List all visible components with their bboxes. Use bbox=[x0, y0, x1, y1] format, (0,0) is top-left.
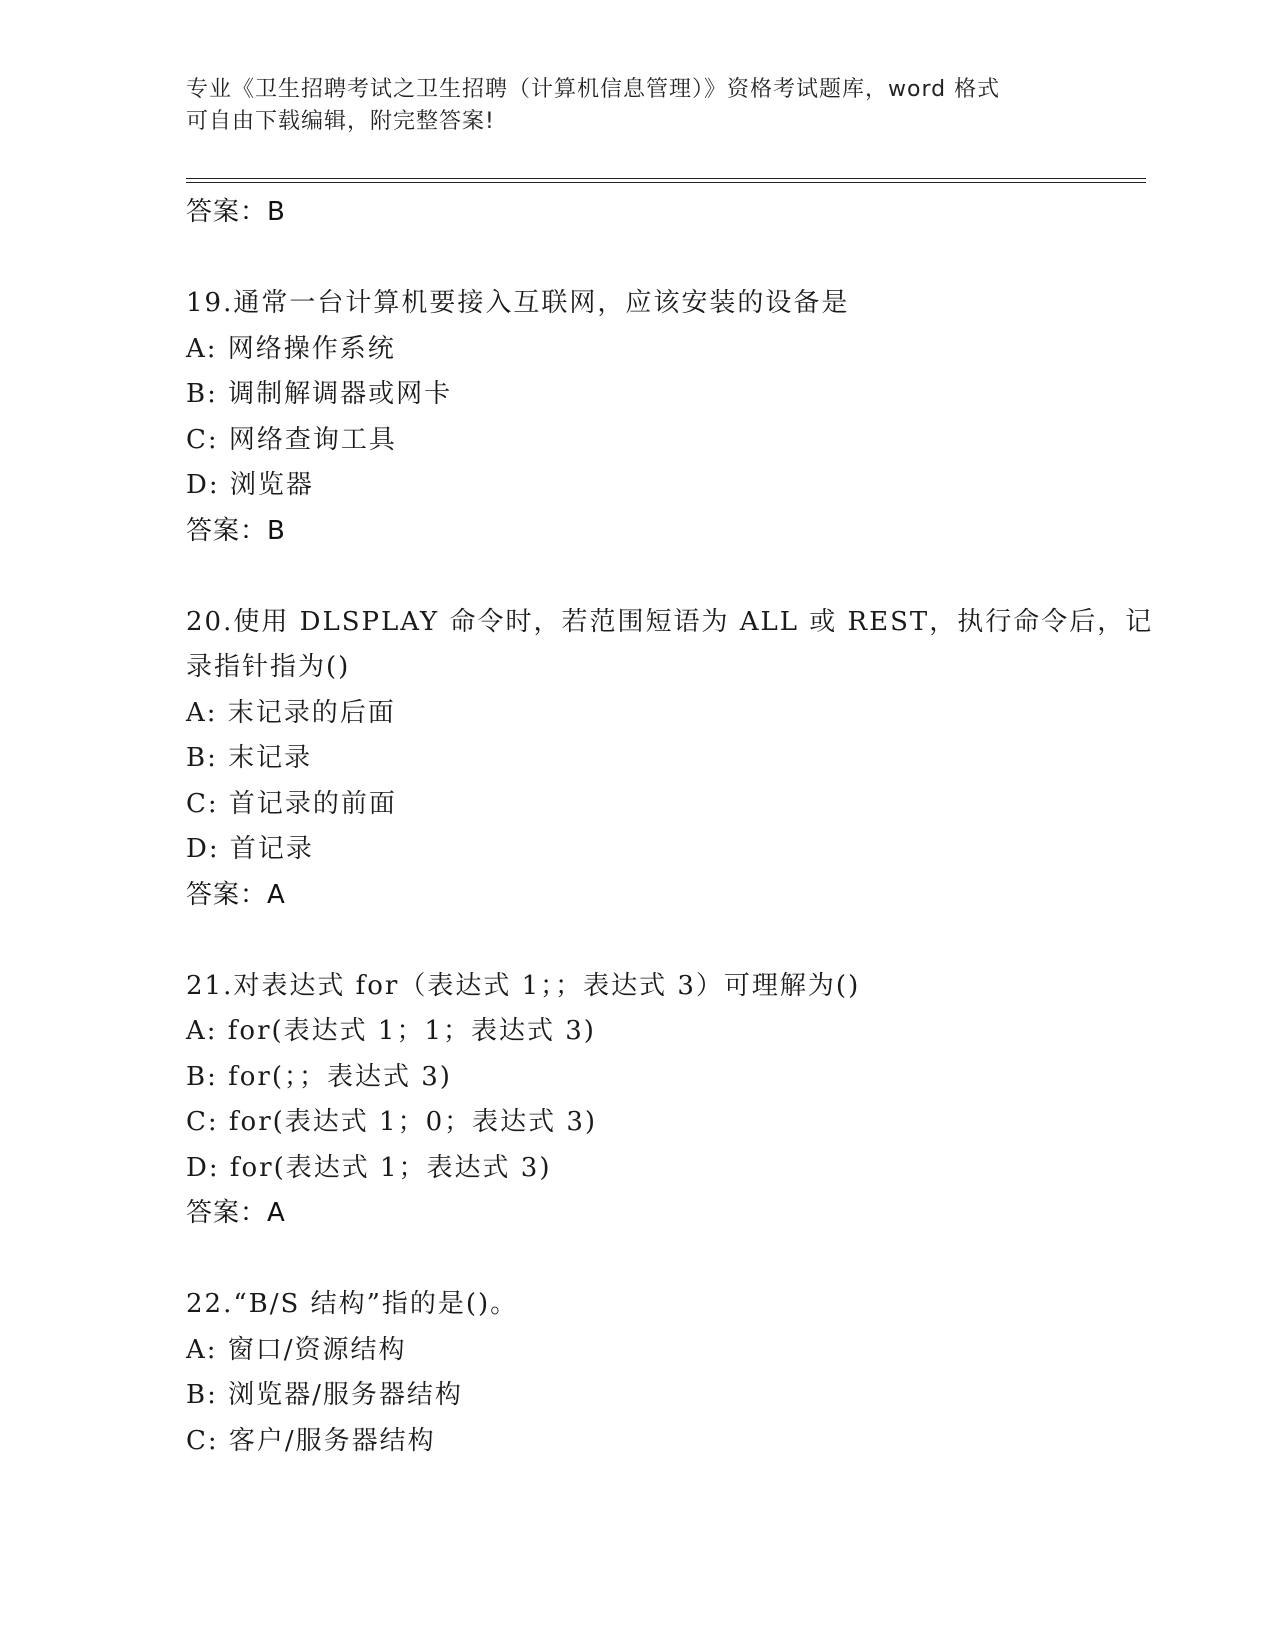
question-stem: 20.使用 DLSPLAY 命令时，若范围短语为 ALL 或 REST，执行命令后，记 bbox=[186, 606, 1154, 637]
option-d: D: 首记录 bbox=[186, 834, 314, 864]
option-b: B: 末记录 bbox=[186, 743, 313, 773]
question-stem: 22.“B/S 结构”指的是()。 bbox=[186, 1289, 519, 1319]
option-c: C: 网络查询工具 bbox=[186, 424, 397, 455]
question-19 bbox=[186, 281, 1106, 554]
option-b: B: 浏览器/服务器结构 bbox=[186, 1380, 463, 1410]
option-b: B: for(；；表达式 3) bbox=[186, 1061, 452, 1092]
question-list bbox=[186, 190, 1154, 1464]
question-stem: 21.对表达式 for（表达式 1；；表达式 3）可理解为() bbox=[186, 970, 861, 1001]
question-20 bbox=[186, 600, 1154, 919]
spacer bbox=[186, 918, 1106, 964]
option-b: B: 调制解调器或网卡 bbox=[186, 379, 453, 409]
header-line-1: 专业《卫生招聘考试之卫生招聘（计算机信息管理）》资格考试题库，word 格式 bbox=[186, 77, 1001, 102]
header-divider-top bbox=[186, 178, 1146, 179]
answer-line: 答案：B bbox=[186, 515, 286, 546]
answer-line: 答案：A bbox=[186, 879, 286, 910]
answer-line: 答案：A bbox=[186, 1198, 286, 1228]
option-a: A: 窗口/资源结构 bbox=[186, 1334, 407, 1365]
header-line-2: 可自由下载编辑，附完整答案! bbox=[186, 109, 495, 134]
option-a: A: 网络操作系统 bbox=[186, 333, 396, 364]
spacer bbox=[186, 554, 1106, 600]
option-c: C: for(表达式 1；0；表达式 3) bbox=[186, 1107, 598, 1137]
option-d: D: 浏览器 bbox=[186, 470, 314, 500]
answer-line: 答案：B bbox=[186, 197, 286, 227]
spacer bbox=[186, 236, 1106, 282]
option-a: A: for(表达式 1；1；表达式 3) bbox=[186, 1016, 596, 1046]
document-header bbox=[186, 74, 1086, 138]
option-a: A: 末记录的后面 bbox=[186, 697, 396, 728]
question-21 bbox=[186, 964, 1106, 1237]
option-c: C: 首记录的前面 bbox=[186, 788, 397, 819]
header-divider-bottom bbox=[186, 182, 1146, 183]
question-22 bbox=[186, 1282, 1106, 1464]
option-d: D: for(表达式 1；表达式 3) bbox=[186, 1152, 552, 1183]
question-stem: 19.通常一台计算机要接入互联网，应该安装的设备是 bbox=[186, 288, 850, 318]
spacer bbox=[186, 1237, 1106, 1283]
question-stem-continued: 录指针指为() bbox=[186, 652, 351, 682]
option-c: C: 客户/服务器结构 bbox=[186, 1425, 436, 1456]
